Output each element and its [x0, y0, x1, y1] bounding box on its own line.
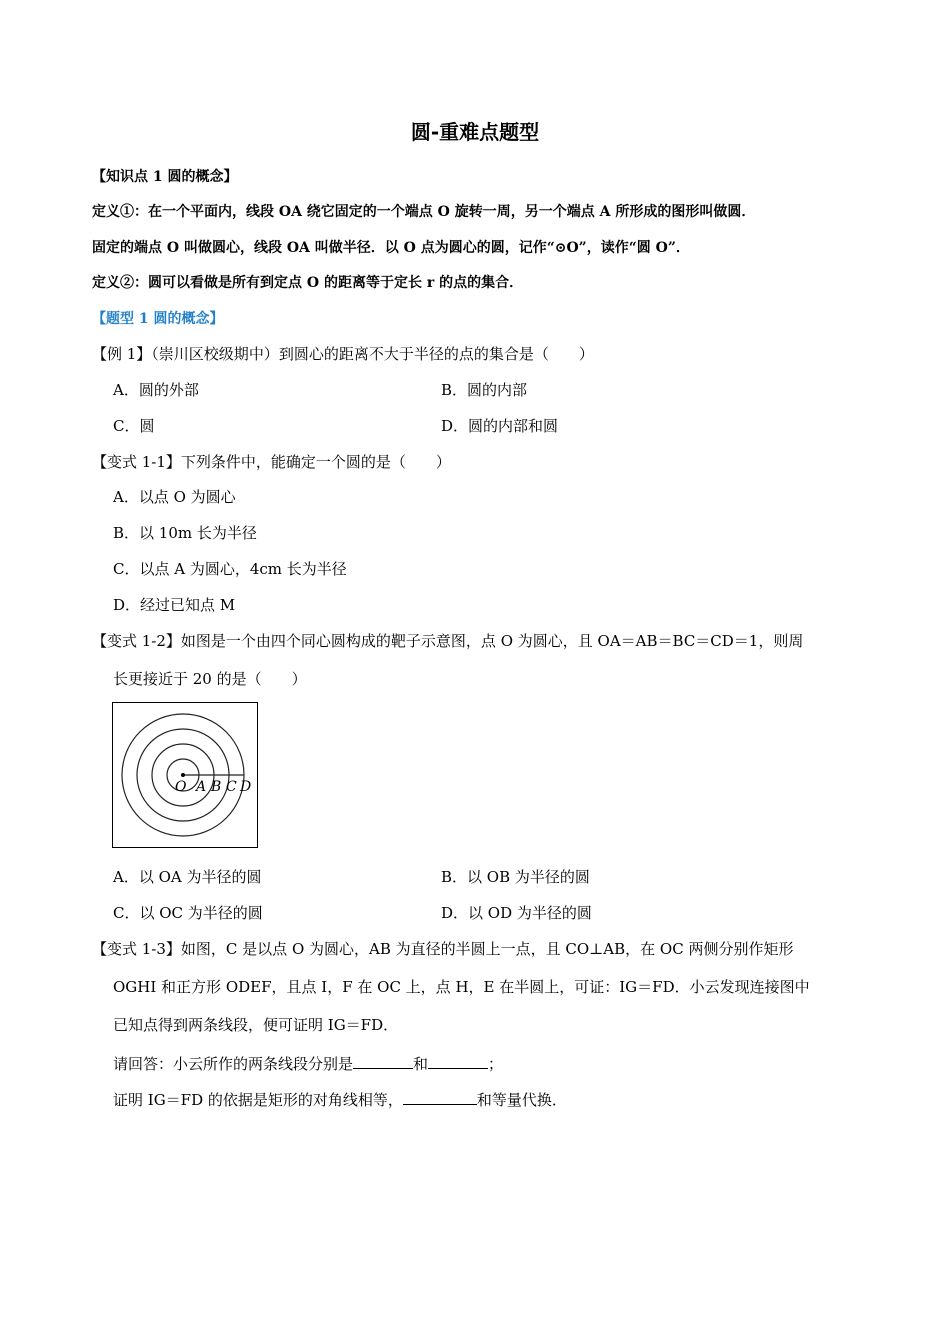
variant-1-1-option-c: C．以点 A 为圆心，4cm 长为半径	[113, 560, 347, 578]
variant-1-1-option-b: B．以 10m 长为半径	[113, 524, 257, 542]
variant-1-3-line-1: 【变式 1-3】如图，C 是以点 O 为圆心，AB 为直径的半圆上一点，且 CO⊥AB，在 OC 两侧分别作矩形	[92, 940, 794, 958]
variant-1-1-option-a: A．以点 O 为圆心	[113, 488, 236, 506]
concentric-circles-figure	[112, 702, 258, 848]
variant-1-1-option-d: D．经过已知点 M	[113, 596, 236, 614]
variant-1-2-option-a: A．以 OA 为半径的圆	[113, 868, 262, 886]
type-heading: 【题型 1 圆的概念】	[92, 311, 224, 327]
question-and: 和	[413, 1055, 429, 1073]
example-1-stem: 【例 1】（崇川区校级期中）到圆心的距离不大于半径的点的集合是（ ）	[92, 345, 594, 363]
variant-1-2-option-b: B．以 OB 为半径的圆	[441, 868, 590, 886]
proof-text: 证明 IG＝FD 的依据是矩形的对角线相等，	[113, 1091, 403, 1109]
label-a: A	[196, 779, 207, 795]
proof-tail: 和等量代换．	[476, 1091, 567, 1109]
concentric-circles-diagram	[113, 703, 256, 846]
definition-2: 定义②：圆可以看做是所有到定点 O 的距离等于定长 r 的点的集合．	[92, 275, 524, 291]
example-1-option-c: C．圆	[113, 417, 155, 435]
page-title: 圆-重难点题型	[410, 120, 540, 144]
variant-1-1-stem: 【变式 1-1】下列条件中，能确定一个圆的是（ ）	[92, 453, 451, 471]
center-point	[181, 773, 185, 777]
label-o: O	[175, 779, 187, 795]
variant-1-2-option-c: C．以 OC 为半径的圆	[113, 904, 263, 922]
knowledge-heading: 【知识点 1 圆的概念】	[92, 169, 238, 185]
label-b: B	[211, 779, 222, 795]
definition-1-line-1: 定义①：在一个平面内，线段 OA 绕它固定的一个端点 O 旋转一周，另一个端点 A 所形成的图形叫做圆．	[92, 204, 756, 220]
variant-1-3-question-line	[113, 1052, 503, 1075]
example-1-option-b: B．圆的内部	[441, 381, 528, 399]
variant-1-3-proof-line	[113, 1088, 567, 1111]
answer-blank-3[interactable]	[403, 1088, 477, 1105]
question-text: 请回答：小云所作的两条线段分别是	[113, 1055, 354, 1073]
variant-1-2-stem-line-1: 【变式 1-2】如图是一个由四个同心圆构成的靶子示意图，点 O 为圆心，且 OA＝AB＝BC＝CD＝1，则周	[92, 632, 804, 650]
example-1-option-a: A．圆的外部	[113, 381, 199, 399]
definition-1-line-2: 固定的端点 O 叫做圆心，线段 OA 叫做半径．以 O 点为圆心的圆，记作“⊙O”，读作“圆 O”．	[92, 240, 690, 256]
label-c: C	[226, 779, 237, 795]
question-semicolon: ；	[488, 1055, 504, 1073]
answer-blank-2[interactable]	[428, 1052, 488, 1069]
variant-1-2-option-d: D．以 OD 为半径的圆	[441, 904, 592, 922]
variant-1-3-line-3: 已知点得到两条线段，便可证明 IG＝FD．	[113, 1016, 399, 1034]
answer-blank-1[interactable]	[353, 1052, 413, 1069]
variant-1-2-stem-line-2: 长更接近于 20 的是（ ）	[113, 670, 307, 688]
label-d: D	[240, 779, 252, 795]
example-1-option-d: D．圆的内部和圆	[441, 417, 559, 435]
variant-1-3-line-2: OGHI 和正方形 ODEF，且点 I，F 在 OC 上，点 H，E 在半圆上，可证：IG＝FD．小云发现连接图中	[113, 978, 810, 996]
